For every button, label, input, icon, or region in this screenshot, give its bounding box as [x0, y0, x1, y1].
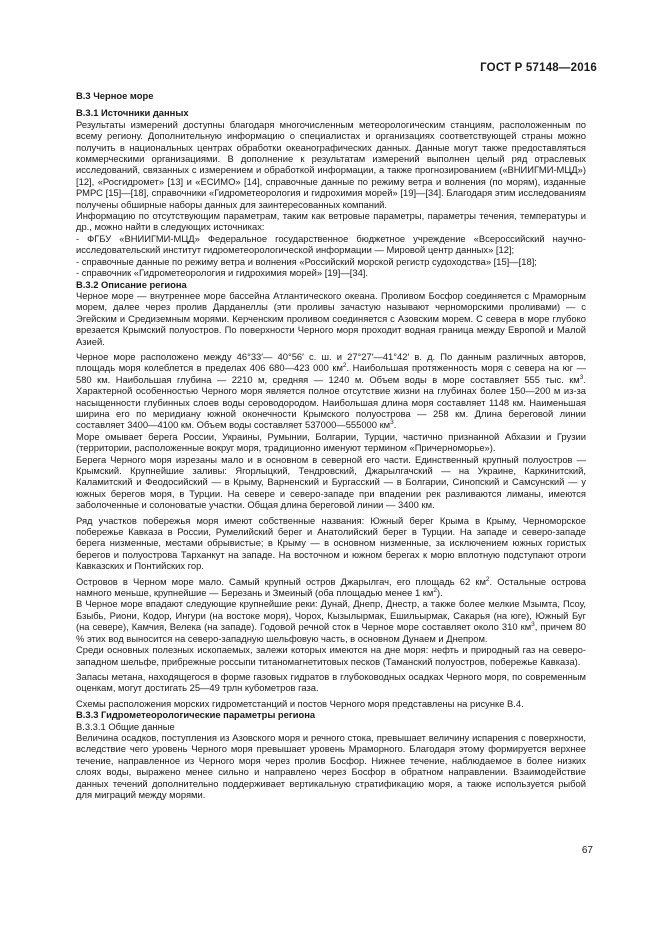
paragraph: Величина осадков, поступления из Азовского моря и речного стока, превышает величину испарения с поверхности, вследствие чего уровень Черного моря превышает уровень Мраморного. Благодаря этому формируется верхнее течение, направленное из Черного моря через пролив Босфор. Нижнее течение, наблюдаемое в более низких слоях воды, выражено менее сильно и направлено через Босфор в обратном направлении. Взаимодействие данных течений дополнительно поддерживает вертикальную стратификацию моря, а также используется рыбой для миграций между морями. — [76, 731, 586, 800]
page-content — [76, 90, 586, 800]
paragraph: Схемы расположения морских гидрометстанций и постов Черного моря представлены на рисунке В.4. — [76, 697, 524, 709]
paragraph: Берега Черного моря изрезаны мало и в основном в северной его части. Единственный крупный полуостров — Крымский. Крупнейшие заливы: Ягорлыцкий, Тендровский, Джарылгачский — на Украине, Каркинитский, Каламитский и Феодосийский — в Крыму, Варненский и Бургасский — в Болгарии, Синопский и Самсунский — у южных берегов моря, в Турции. На севере и северо-западе при впадении рек разливаются лиманы, имеются заболоченные и солоноватые участки. Общая длина береговой линии — 3400 км. — [76, 453, 586, 511]
paragraph: Результаты измерений доступны благодаря многочисленным метеорологическим станциям, расположенным по всему региону. Дополнительную информацию о специалистах и организациях соответствующей страны можно получить в национальных центрах обработки океанографических данных. Данные могут также предоставляться коммерческими организациями. В дополнение к результатам измерений выполнен целый ряд отраслевых исследований, связанных с измерением и обработкой информации, а также прогнозированием («ВНИИГМИ-МЦД») [12], «Росгидромет» [13] и «ЕСИМО» [14], справочные данные по режиму ветра и волнения (по морям), изданные РМРС [15]—[18], справочники «Гидрометеорология и гидрохимия морей» [19]—[34]. Благодаря этим исследованиям получены обширные наборы данных для заинтересованных компаний. — [76, 118, 586, 210]
subsection-title-hydromet: В.3.3 Гидрометеорологические параметры региона — [76, 709, 316, 721]
list-item: - ФГБУ «ВНИИГМИ-МЦД» Федеральное государственное бюджетное учреждение «Всероссийский научно-исследовательский институт гидрометеорологической информации — Мировой центр данных» [12]; — [76, 232, 586, 256]
section-title: В.3 Черное море — [76, 90, 154, 101]
paragraph-rivers: В Черное море впадают следующие крупнейшие реки: Дунай, Днепр, Днестр, а также более мелкие Мзымта, Псоу, Бзыбь, Риони, Кодор, Ингури (на востоке моря), Чорох, Кызылырмак, Ешильырмак, Сакарья (на юге), Южный Буг (на севере), Камчия, Велека (на западе). Годовой речной сток в Черное море составляет около 310 $км^3$, причем 80 % этих вод выносится на северо-западную шельфовую часть, в основном Дунаем и Днепром. — [76, 598, 586, 644]
paragraph-coordinates: Черное море расположено между 46°33′— 40°56′ с. ш. и 27°27′—41°42′ в. д. По данным различных авторов, площадь моря колеблется в пределах 406 680—423 000 $км^2$. Наибольшая протяженность моря с севера на юг — 580 км. Наибольшая глубина — 2210 м, средняя — 1240 м. Объем воды в море составляет 555 тыс. $км^3$. Характерной особенностью Черного моря является полное отсутствие жизни на глубинах более 150—200 м из-за насыщенности глубинных слоев воды сероводородом. Наибольшая длина моря составляет 1148 км. Наименьшая ширина его по меридиану южной оконечности Крымского полуострова — 258 км. Длина береговой линии составляет 3400—4100 км. Объем воды составляет 537000—555000 $км^3$. — [76, 350, 586, 431]
standard-code-header: ГОСТ Р 57148—2016 — [480, 62, 597, 74]
paragraph-islands: Островов в Черном море мало. Самый крупный остров Джарылгач, его площадь 62 $км^2$. Остальные острова намного меньше, крупнейшие — Березань и Змеиный (оба площадью менее 1 $км^2$). — [76, 575, 586, 599]
page-number: 67 — [581, 845, 593, 856]
list-item: - справочные данные по режиму ветра и волнения «Российский морской регистр судоходства» [15]—[18]; — [76, 255, 537, 267]
subsection-title-region: В.3.2 Описание региона — [76, 278, 187, 290]
subsection-title-sources: В.3.1 Источники данных — [76, 107, 189, 119]
paragraph: Запасы метана, находящегося в форме газовых гидратов в глубоководных осадках Черного моря, по современным оценкам, могут достигать 25—49 трлн кубометров газа. — [76, 670, 586, 694]
paragraph: Черное море — внутреннее море бассейна Атлантического океана. Проливом Босфор соединяется с Мраморным морем, далее через пролив Дарданеллы (эти проливы зачастую называют черноморскими проливами) — с Эгейским и Средиземным морями. Керченским проливом соединяется с Азовским морем. С севера в море глубоко врезается Крымский полуостров. По поверхности Черного моря проходит водная граница между Европой и Малой Азией. — [76, 289, 586, 347]
paragraph: Среди основных полезных ископаемых, залежи которых имеются на дне моря: нефть и природный газ на северо-западном шельфе, прибрежные россыпи титаномагнетитовых песков (Таманский полуостров, побережье Кавказа). — [76, 644, 586, 667]
paragraph: Море омывает берега России, Украины, Румынии, Болгарии, Турции, частично признанной Абхазии и Грузии (территории, расположенные вокруг моря, традиционно именуют термином «Причерноморье»). — [76, 430, 586, 454]
paragraph: Ряд участков побережья моря имеют собственные названия: Южный берег Крыма в Крыму, Черноморское побережье Кавказа в России, Румелийский берег и Анатолийский берег в Турции. На западе и северо-западе берега низменные, местами обрывистые; в Крыму — в основном низменные, за исключением южных гористых берегов и полуострова Тарханкут на западе. На восточном и южном берегах к морю вплотную подступают отроги Кавказских и Понтийских гор. — [76, 514, 586, 572]
list-item: - справочник «Гидрометеорология и гидрохимия морей» [19]—[34]. — [76, 267, 368, 279]
paragraph: Информацию по отсутствующим параметрам, таким как ветровые параметры, параметры течения, температуры и др., можно найти в следующих источниках: — [76, 210, 586, 233]
subsubsection-title-general: В.3.3.1 Общие данные — [76, 720, 175, 732]
